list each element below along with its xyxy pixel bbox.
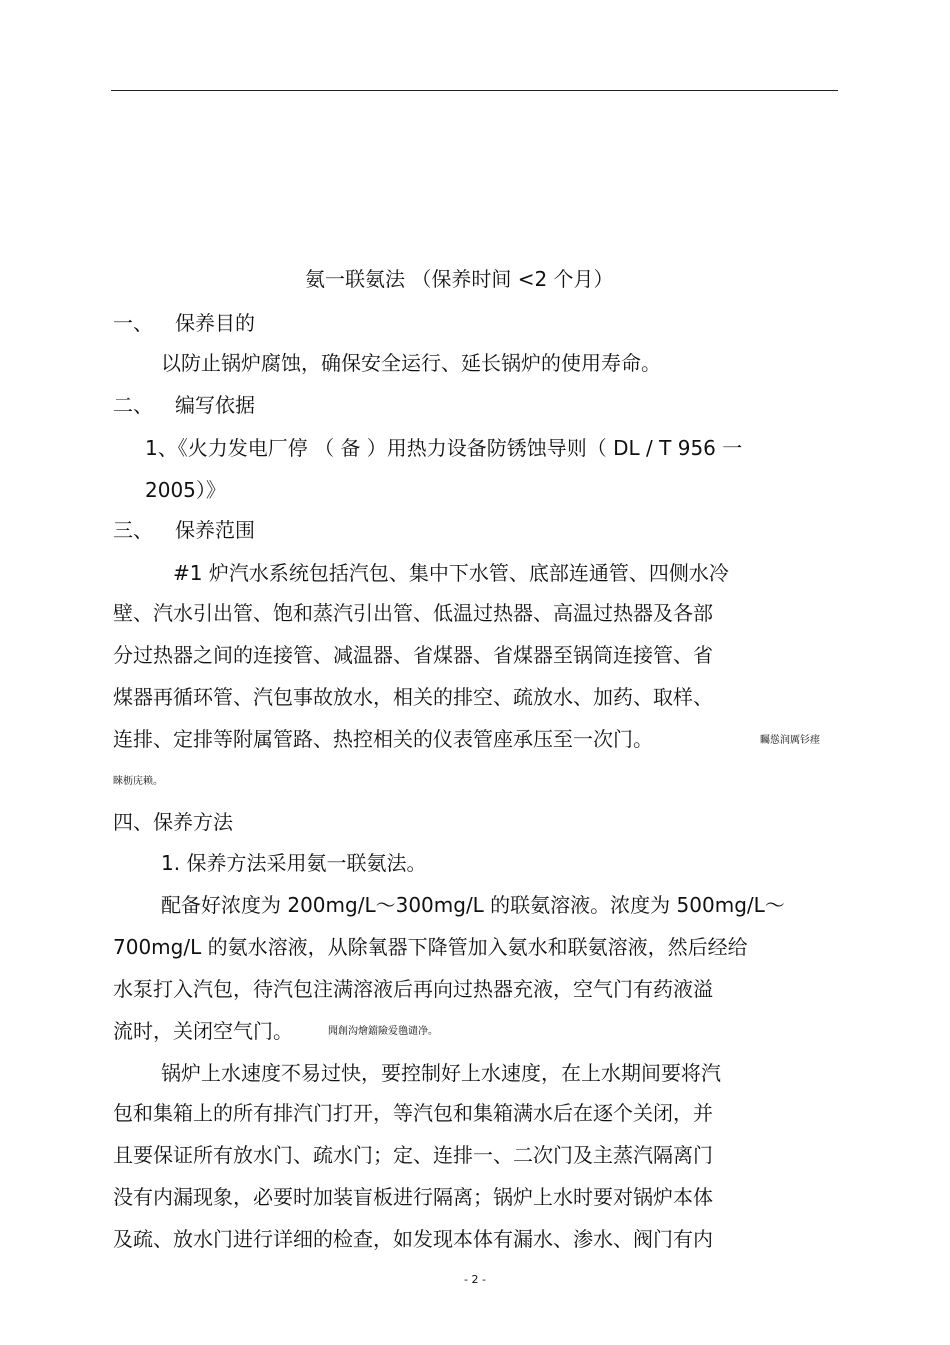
para-2-line-1: 锅炉上水速度不易过快，要控制好上水速度，在上水期间要将汽 <box>161 1061 721 1085</box>
purpose-text: 以防止锅炉腐蚀，确保安全运行、延长锅炉的使用寿命。 <box>161 351 661 375</box>
para-1-note: 聞創沟燴鐺險爱氇谴净。 <box>328 1026 438 1037</box>
section-3-heading <box>113 518 255 542</box>
page-number: - 2 - <box>464 1273 486 1286</box>
scope-note-2: 睞枥庑赖。 <box>113 776 163 787</box>
section-1-title: 保养目的 <box>175 311 255 335</box>
section-2-heading <box>113 393 255 417</box>
section-3-title: 保养范围 <box>175 518 255 542</box>
scope-line-1: #1 炉汽水系统包括汽包、集中下水管、底部连通管、四侧水冷 <box>173 561 729 585</box>
scope-line-2: 壁、汽水引出管、饱和蒸汽引出管、低温过热器、高温过热器及各部 <box>113 601 713 625</box>
section-1-heading <box>113 311 255 335</box>
para-2-line-4: 没有内漏现象，必要时加装盲板进行隔离；锅炉上水时要对锅炉本体 <box>113 1185 713 1209</box>
para-2-line-2: 包和集箱上的所有排汽门打开，等汽包和集箱满水后在逐个关闭，并 <box>113 1101 713 1125</box>
para-1-line-4: 流时，关闭空气门。 <box>113 1019 293 1043</box>
para-1-line-2: 700mg/L 的氨水溶液，从除氧器下降管加入氨水和联氨溶液，然后经给 <box>113 935 748 959</box>
scope-line-5: 连排、定排等附属管路、热控相关的仪表管座承压至一次门。 <box>113 727 653 751</box>
para-2-line-5: 及疏、放水门进行详细的检查，如发现本体有漏水、渗水、阀门有内 <box>113 1227 713 1251</box>
method-item-1: 1. 保养方法采用氨一联氨法。 <box>161 851 427 875</box>
section-4-heading: 四、保养方法 <box>113 810 233 834</box>
scope-line-3: 分过热器之间的连接管、减温器、省煤器、省煤器至锅筒连接管、省 <box>113 643 713 667</box>
para-1-line-3: 水泵打入汽包，待汽包注满溶液后再向过热器充液，空气门有药液溢 <box>113 977 713 1001</box>
scope-note-1: 矚慫润厲钐瘗 <box>760 735 820 746</box>
basis-line-2: 2005）》 <box>145 478 226 502</box>
para-2-line-3: 且要保证所有放水门、疏水门；定、连排一、二次门及主蒸汽隔离门 <box>113 1143 713 1167</box>
section-2-title: 编写依据 <box>175 393 255 417</box>
section-3-number: 三、 <box>113 518 153 542</box>
basis-line-1: 1、《火力发电厂停 （ 备 ）用热力设备防锈蚀导则（ DL / T 956 一 <box>145 436 743 460</box>
scope-line-4: 煤器再循环管、汽包事故放水，相关的排空、疏放水、加药、取样、 <box>113 685 713 709</box>
section-1-number: 一、 <box>113 311 153 335</box>
section-2-number: 二、 <box>113 393 153 417</box>
document-title: 氨一联氨法 （保养时间 <2 个月） <box>305 267 614 291</box>
header-rule <box>111 90 838 91</box>
para-1-line-1: 配备好浓度为 200mg/L～300mg/L 的联氨溶液。浓度为 500mg/L～ <box>161 893 785 917</box>
